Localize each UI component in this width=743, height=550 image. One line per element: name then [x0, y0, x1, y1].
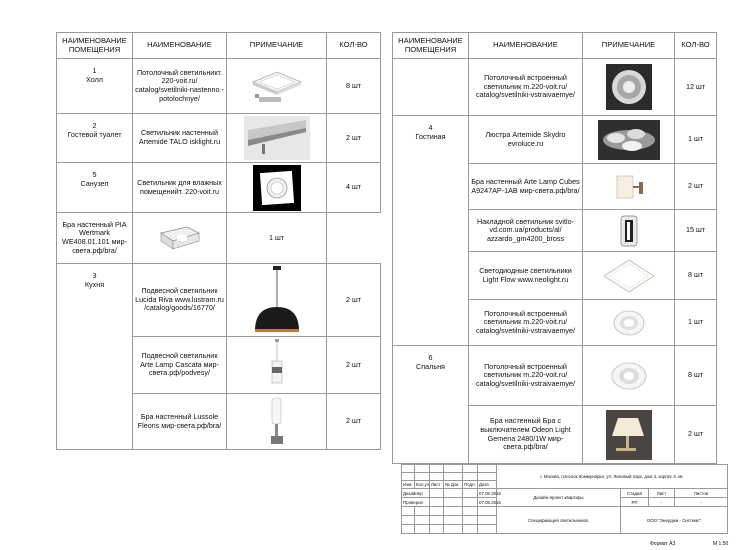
room-cell: 1 Холл	[57, 59, 133, 114]
project-name: Дизайн-проект квартиры	[497, 489, 621, 507]
role-checked: Проверил	[402, 498, 430, 507]
col-kol: Кол.уч.	[416, 482, 431, 487]
item-qty: 4 шт	[327, 163, 381, 213]
white-downlight-icon	[583, 300, 675, 346]
left-header-row	[57, 33, 381, 59]
item-name: Светильник для влажных помещенийт. 220-voit.ru	[133, 163, 227, 213]
item-qty: 1 шт	[675, 300, 717, 346]
scale-label: М 1:50	[713, 541, 729, 547]
item-qty: 1 шт	[227, 213, 327, 264]
item-qty: 2 шт	[675, 164, 717, 210]
table-row	[57, 213, 381, 264]
tube-sconce-icon	[227, 394, 327, 450]
right-header-row	[393, 33, 717, 59]
sheets-label: Листов	[675, 489, 728, 498]
table-row	[57, 59, 381, 114]
item-qty: 1 шт	[675, 116, 717, 164]
led-panel-icon	[583, 252, 675, 300]
sheet-value: -	[649, 498, 675, 507]
header-qty: КОЛ-ВО	[327, 33, 381, 59]
header-room: НАИМЕНОВАНИЕ ПОМЕЩЕНИЯ	[393, 33, 469, 59]
stage-label: Стадия	[621, 489, 649, 498]
item-name: Потолочный встроенный светильник m.220-voit.ru/ catalog/svetilniki-vstraivaemye/	[469, 300, 583, 346]
item-name: Бра настенный Lussole Fleons мир-света.рф/bra/	[133, 394, 227, 450]
wall-sconce-icon	[133, 213, 227, 264]
bedside-sconce-icon	[583, 406, 675, 464]
col-date: Дата	[478, 481, 497, 489]
room-cell: 6 Спальня	[393, 346, 469, 464]
header-room: НАИМЕНОВАНИЕ ПОМЕЩЕНИЯ	[57, 33, 133, 59]
chandelier-icon	[583, 116, 675, 164]
white-downlight-icon	[583, 346, 675, 406]
item-name: Потолочный светильникт. 220-voit.ru/ catalog/svetilniki-nastenno -potolochnye/	[133, 59, 227, 114]
item-qty: 15 шт	[675, 210, 717, 252]
item-name: Люстра Artemide Skydro evroluce.ru	[469, 116, 583, 164]
address: г. Москва, поселок Коммунарка, ул. Липовый парк, дом 4, корпус 3, кв.	[497, 465, 728, 489]
item-name: Накладной светильник svitlo-vd.com.ua/products/al/ azzardo_gm4200_bross	[469, 210, 583, 252]
table-row	[57, 163, 381, 213]
room-cell: 3 Кухня	[57, 264, 133, 450]
col-podp: Подп.	[464, 482, 476, 487]
right-spec-table	[392, 32, 717, 464]
shade-sconce-icon	[583, 164, 675, 210]
room-cell: 5 Санузел	[57, 163, 133, 213]
role-designer: Дизайнер	[402, 489, 430, 498]
item-qty: 2 шт	[675, 406, 717, 464]
stage-value: РП	[621, 498, 649, 507]
panel-lamp-icon	[227, 59, 327, 114]
item-name: Бра настенный Arte Lamp Cubes A9247AP-1AB мир-света.рф/bra/	[469, 164, 583, 210]
item-name: Светильник настенный Artemide TALO isklight.ru	[133, 114, 227, 163]
table-row	[57, 114, 381, 163]
header-note: ПРИМЕЧАНИЕ	[227, 33, 327, 59]
room-cell	[393, 59, 469, 116]
col-izm: Изм.	[402, 481, 415, 489]
header-note: ПРИМЕЧАНИЕ	[583, 33, 675, 59]
dome-pendant-icon	[227, 264, 327, 337]
table-row	[393, 59, 717, 116]
col-doc: № Док.	[444, 481, 463, 489]
title-block	[401, 464, 728, 534]
room-cell: 4 Гостиная	[393, 116, 469, 346]
item-name: Подвесной светильник Arte Lamp Cascata мир-света.рф/podvesy/	[133, 337, 227, 394]
item-qty: 2 шт	[327, 114, 381, 163]
left-spec-table	[56, 32, 381, 450]
item-qty: 8 шт	[675, 252, 717, 300]
item-qty: 2 шт	[327, 337, 381, 394]
item-name: Подвесной светильник Lucida Riva www.lustram.ru /catalog/goods/16770/	[133, 264, 227, 337]
item-qty: 12 шт	[675, 59, 717, 116]
item-qty: 8 шт	[327, 59, 381, 114]
item-name: Потолочный встроенный светильник m.220-voit.ru/ catalog/svetilniki-vstraivaemye/	[469, 346, 583, 406]
company: ООО "Энерджи - Системс"	[621, 507, 728, 534]
table-row	[57, 264, 381, 337]
header-name: НАИМЕНОВАНИЕ	[469, 33, 583, 59]
item-qty: 2 шт	[327, 394, 381, 450]
round-downlight-icon	[583, 59, 675, 116]
table-row	[393, 116, 717, 164]
format-label: Формат А3	[650, 541, 676, 547]
date-checked: 07.06.2016	[479, 499, 501, 505]
sheet-label: Лист	[649, 489, 675, 498]
item-name: Бра настенный Бра с выключателем Odeon Light Gemena 2480/1W мир-света.рф/bra/	[469, 406, 583, 464]
table-row	[393, 346, 717, 406]
header-name: НАИМЕНОВАНИЕ	[133, 33, 227, 59]
item-name: Светодиодные светильники Light Flow www.neolight.ru	[469, 252, 583, 300]
date-designer: 07.06.2016	[479, 490, 501, 496]
square-recessed-lamp-icon	[227, 163, 327, 213]
room-cell: 2 Гостевой туалет	[57, 114, 133, 163]
header-qty: КОЛ-ВО	[675, 33, 717, 59]
item-name: Бра настенный PIA Wertmark WE408.01.101 мир-света.рф/bra/	[57, 213, 133, 264]
item-qty: 2 шт	[327, 264, 381, 337]
sheets-value: -	[675, 498, 728, 507]
cylinder-pendant-icon	[227, 337, 327, 394]
surface-lamp-icon	[583, 210, 675, 252]
doc-title: Спецификация светильников.	[497, 507, 621, 534]
col-list: Лист	[430, 481, 444, 489]
item-name: Потолочный встроенный светильник m.220-voit.ru/ catalog/svetilniki-vstraivaemye/	[469, 59, 583, 116]
linear-lamp-icon	[227, 114, 327, 163]
item-qty: 8 шт	[675, 346, 717, 406]
